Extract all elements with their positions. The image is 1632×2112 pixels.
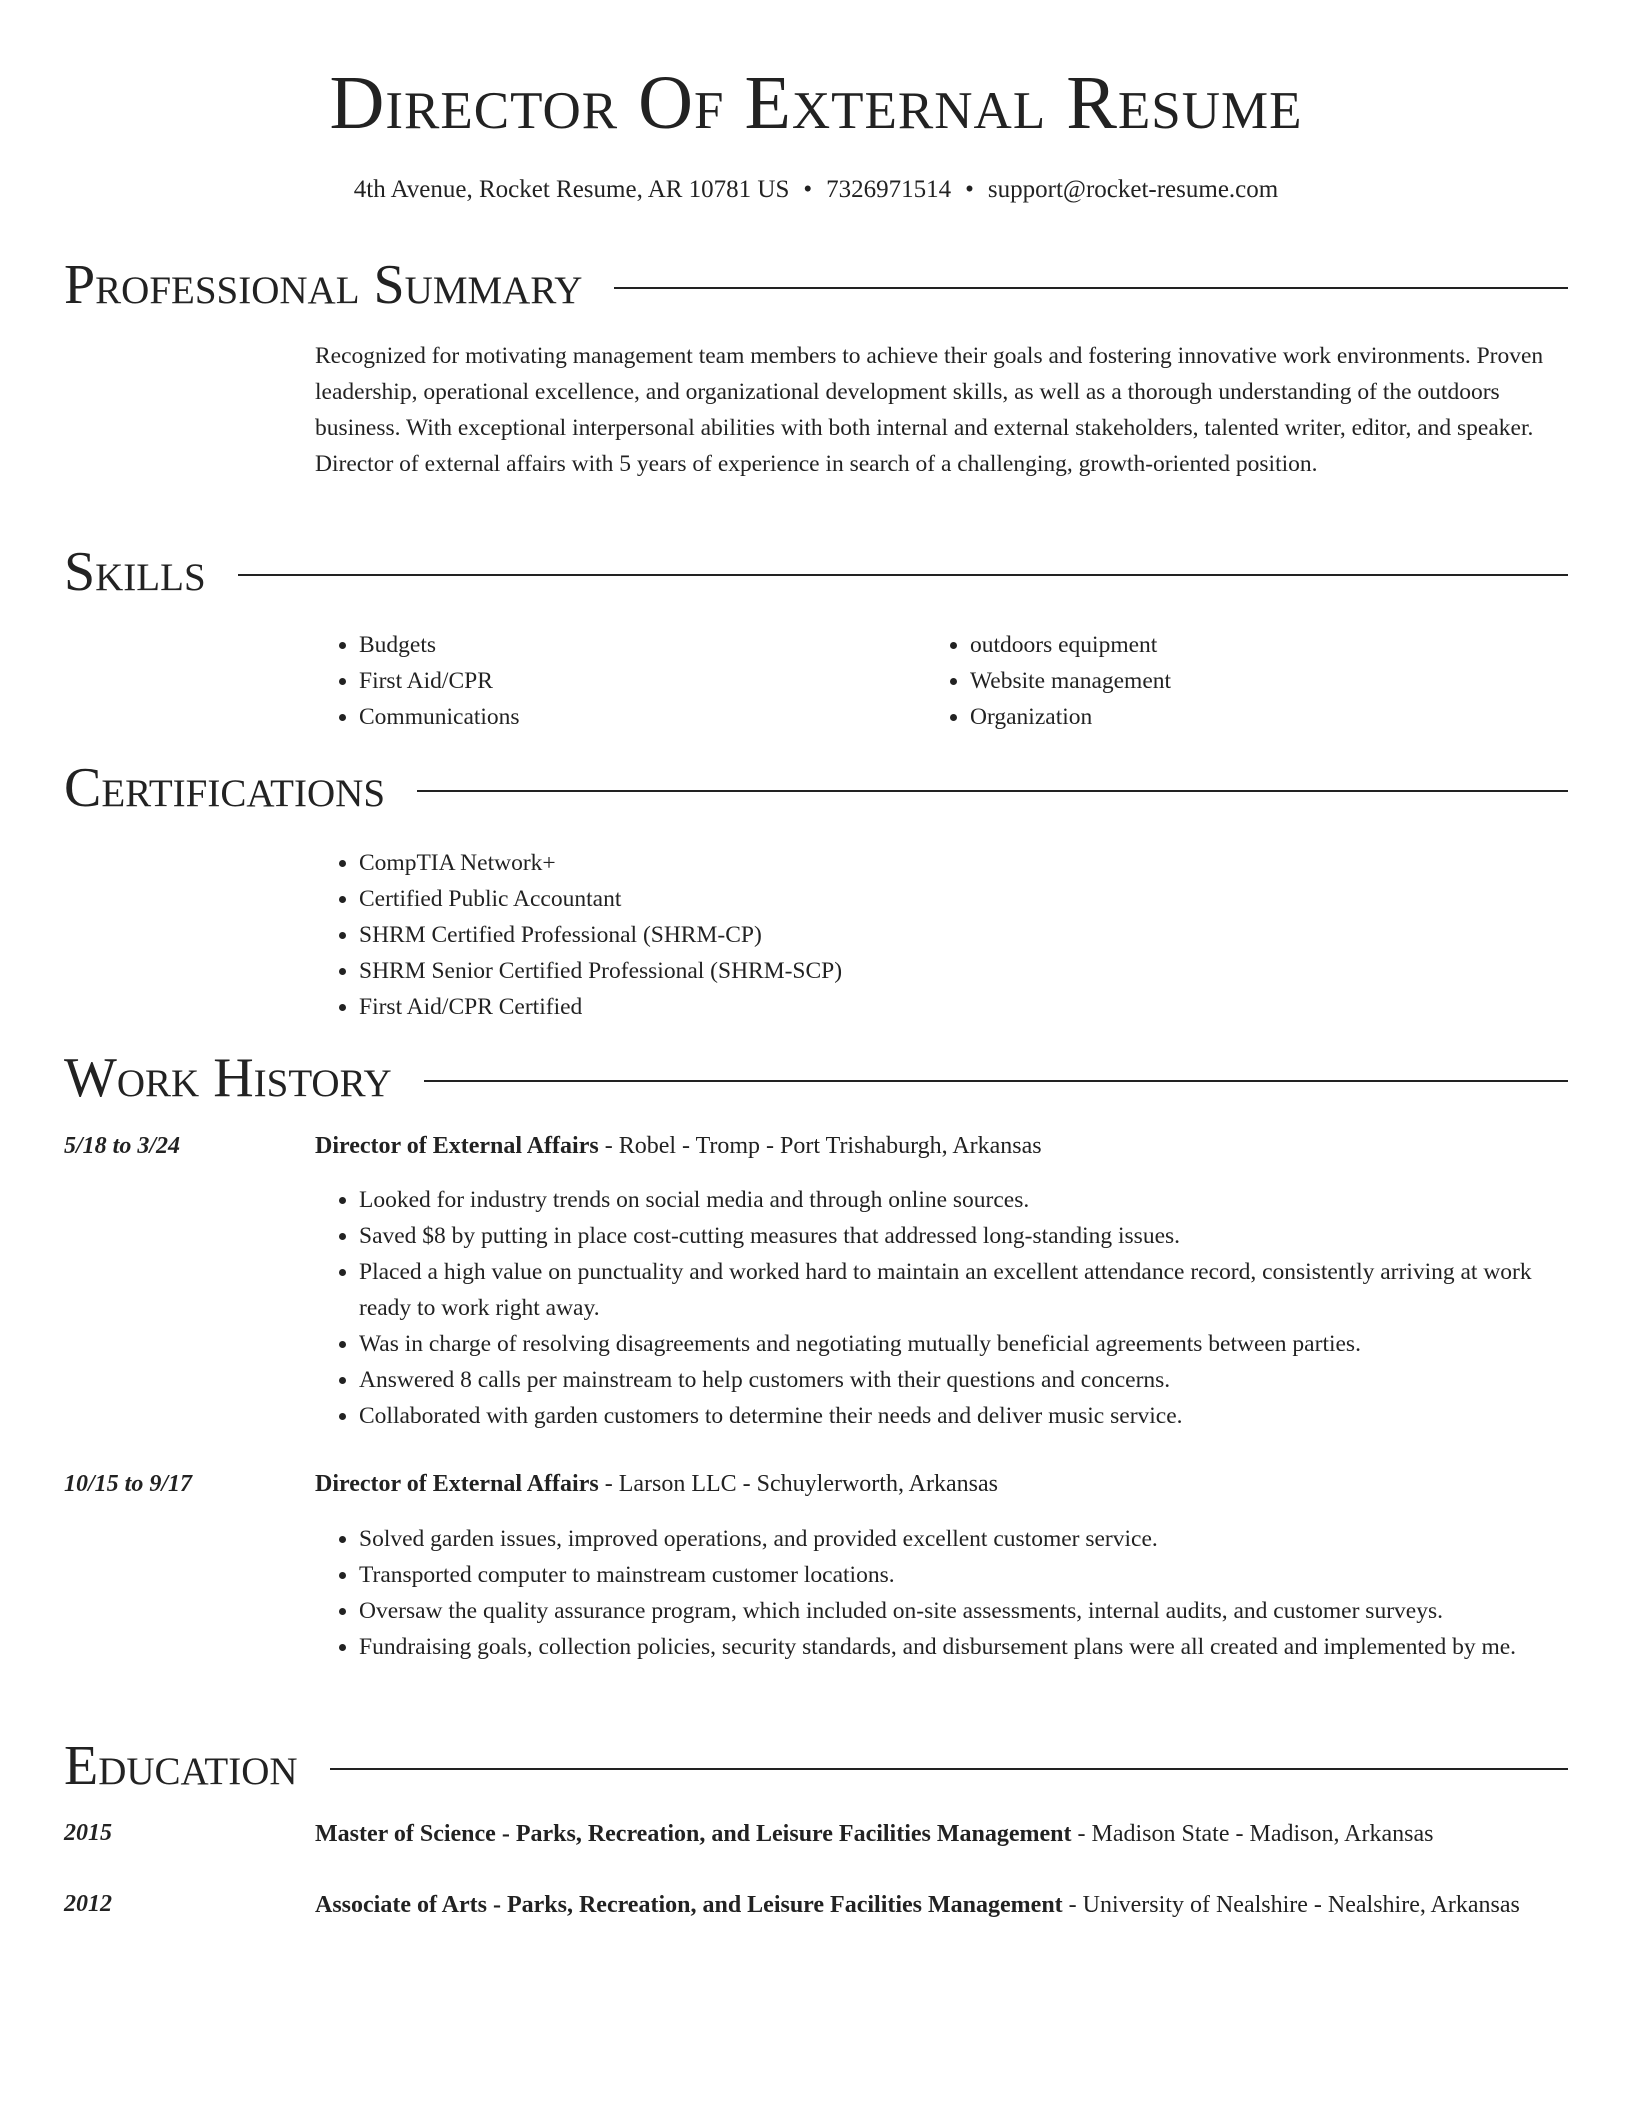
- job-dates: 5/18 to 3/24: [64, 1133, 181, 1159]
- contact-separator: •: [965, 176, 974, 203]
- education-school-location: - Madison State - Madison, Arkansas: [1071, 1821, 1434, 1847]
- section-title-work-history: Work History: [64, 1047, 392, 1109]
- job-employer-location: - Robel - Tromp - Port Trishaburgh, Arkansas: [598, 1133, 1042, 1159]
- skill-item: • Website management: [970, 663, 1526, 699]
- section-title-education: Education: [64, 1735, 298, 1797]
- education-year: 2015: [64, 1820, 112, 1846]
- certifications-list: [315, 845, 842, 1025]
- job-bullet: • Saved $8 by putting in place cost-cutting measures that addressed long-standing issues.: [359, 1218, 1568, 1254]
- education-degree: Master of Science - Parks, Recreation, and Leisure Facilities Management: [315, 1821, 1072, 1847]
- job-bullet: • Looked for industry trends on social media and through online sources.: [359, 1182, 1568, 1218]
- skill-item: • First Aid/CPR: [359, 663, 915, 699]
- section-divider: [614, 287, 1568, 289]
- section-header-work-history: [64, 1047, 1568, 1109]
- job-bullet-list: [315, 1182, 1568, 1434]
- skill-item: • Communications: [359, 699, 915, 735]
- education-school-location: - University of Nealshire - Nealshire, Arkansas: [1062, 1892, 1520, 1918]
- job-bullet: • Solved garden issues, improved operations, and provided excellent customer service.: [359, 1521, 1568, 1557]
- job-bullet: • Fundraising goals, collection policies, security standards, and disbursement plans were all created and implemented by me.: [359, 1629, 1568, 1665]
- education-year: 2012: [64, 1891, 112, 1917]
- education-entry: [315, 1886, 1568, 1924]
- job-bullet: • Was in charge of resolving disagreements and negotiating mutually beneficial agreements between parties.: [359, 1326, 1568, 1362]
- contact-phone: 7326971514: [826, 176, 952, 203]
- certification-item: • First Aid/CPR Certified: [359, 989, 842, 1025]
- contact-email: support@rocket-resume.com: [987, 176, 1279, 203]
- skills-list-left: [315, 627, 915, 735]
- job-heading: [315, 1466, 1568, 1502]
- section-title-summary: Professional Summary: [64, 254, 583, 316]
- education-degree: Associate of Arts - Parks, Recreation, and Leisure Facilities Management: [315, 1892, 1063, 1918]
- job-title: Director of External Affairs: [315, 1471, 599, 1497]
- job-heading: [315, 1128, 1568, 1164]
- job-responsibilities: [315, 1521, 1568, 1665]
- candidate-name: Director Of External Resume: [329, 61, 1303, 145]
- certification-item: • Certified Public Accountant: [359, 881, 842, 917]
- certification-item: • SHRM Senior Certified Professional (SHRM-SCP): [359, 953, 842, 989]
- section-header-certifications: [64, 757, 1568, 819]
- job-bullet: • Collaborated with garden customers to determine their needs and deliver music service.: [359, 1398, 1568, 1434]
- section-divider: [424, 1080, 1568, 1082]
- section-divider: [417, 790, 1568, 792]
- contact-address: 4th Avenue, Rocket Resume, AR 10781 US: [353, 176, 790, 203]
- job-responsibilities: [315, 1182, 1568, 1434]
- contact-separator: •: [803, 176, 813, 203]
- skills-column-right: [926, 627, 1526, 735]
- section-title-skills: Skills: [64, 541, 206, 603]
- skill-item: • outdoors equipment: [970, 627, 1526, 663]
- section-divider: [238, 574, 1568, 576]
- job-bullet: • Placed a high value on punctuality and worked hard to maintain an excellent attendance record, consistently arriving at work ready to work right away.: [359, 1254, 1568, 1326]
- contact-line: [0, 174, 1632, 206]
- job-employer-location: - Larson LLC - Schuylerworth, Arkansas: [598, 1471, 998, 1497]
- job-bullet: • Transported computer to mainstream customer locations.: [359, 1557, 1568, 1593]
- section-header-summary: [64, 254, 1568, 316]
- job-dates: 10/15 to 9/17: [64, 1471, 193, 1497]
- job-bullet-list: [315, 1521, 1568, 1665]
- skill-item: • Organization: [970, 699, 1526, 735]
- certification-item: • SHRM Certified Professional (SHRM-CP): [359, 917, 842, 953]
- section-title-certifications: Certifications: [64, 757, 386, 819]
- certification-item: • CompTIA Network+: [359, 845, 842, 881]
- job-title: Director of External Affairs: [315, 1133, 599, 1159]
- summary-text: Recognized for motivating management team members to achieve their goals and fostering innovative work environments. Proven leadership, operational excellence, and organizational development skills, as well as a thorough understanding of the outdoors business. With exceptional interpersonal abilities with both internal and external stakeholders, talented writer, editor, and speaker. Director of external affairs with 5 years of experience in search of a challenging, growth-oriented position.: [315, 343, 1544, 477]
- skills-list-right: [926, 627, 1526, 735]
- job-bullet: • Answered 8 calls per mainstream to help customers with their questions and concerns.: [359, 1362, 1568, 1398]
- certifications-block: [315, 845, 842, 1025]
- job-bullet: • Oversaw the quality assurance program, which included on-site assessments, internal audits, and customer surveys.: [359, 1593, 1568, 1629]
- education-entry: [315, 1815, 1568, 1853]
- section-divider: [330, 1768, 1568, 1770]
- skill-item: • Budgets: [359, 627, 915, 663]
- skills-column-left: [315, 627, 915, 735]
- section-header-skills: [64, 541, 1568, 603]
- section-header-education: [64, 1735, 1568, 1797]
